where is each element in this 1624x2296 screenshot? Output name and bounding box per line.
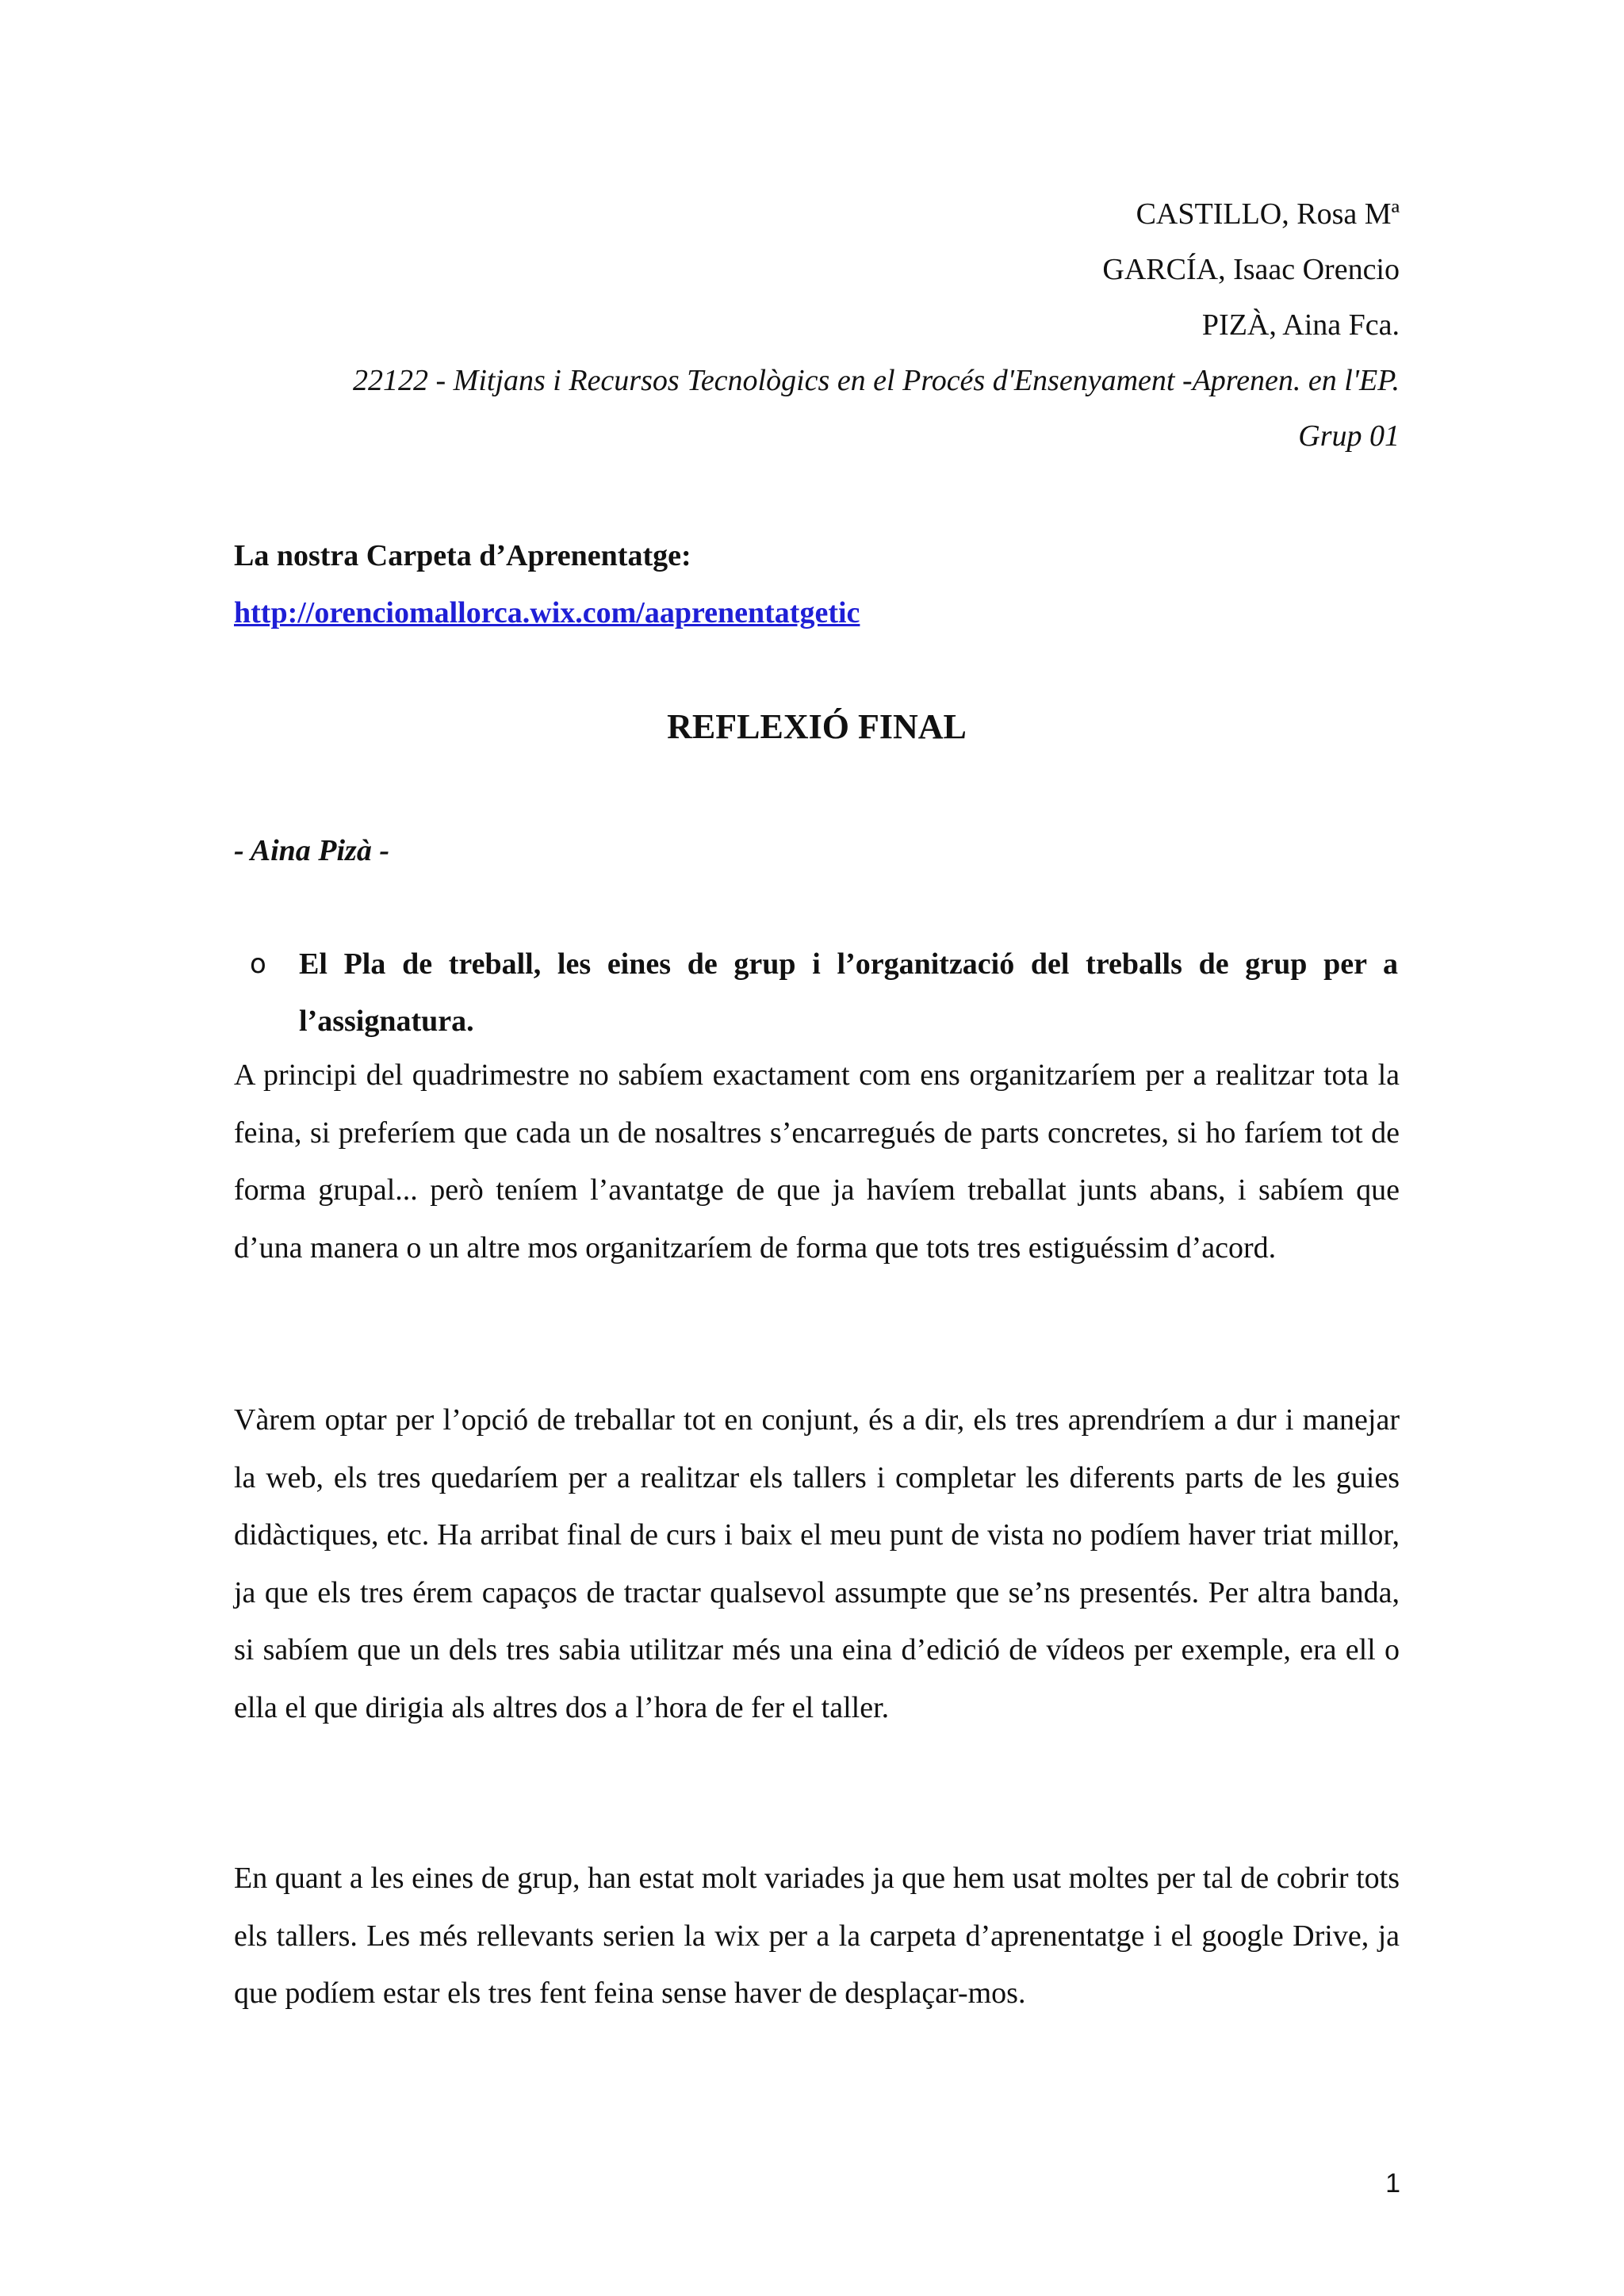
page-title: REFLEXIÓ FINAL bbox=[667, 707, 967, 746]
page-number: 1 bbox=[1385, 2168, 1400, 2198]
carpeta-link[interactable]: http://orenciomallorca.wix.com/aaprenentatgetic bbox=[234, 596, 860, 629]
author-line: PIZÀ, Aina Fca. bbox=[1201, 308, 1400, 342]
bullet-marker: o bbox=[250, 948, 266, 980]
header-block bbox=[234, 186, 1400, 464]
course-title: 22122 - Mitjans i Recursos Tecnològics en el Procés d'Ensenyament -Aprenen. en l'EP. bbox=[353, 364, 1400, 397]
paragraph: A principi del quadrimestre no sabíem exactament com ens organitzaríem per a realitzar tota la feina, si preferíem que cada un de nosaltres s’encarregués de parts concretes, si ho faríem tot de forma grupal... però teníem l’avantatge de que ja havíem treballat junts abans, i sabíem que d’una manera o un altre mos organitzaríem de forma que tots tres estiguéssim d’acord. bbox=[234, 1058, 1400, 1265]
author-line: CASTILLO, Rosa Mª bbox=[1136, 197, 1400, 231]
paragraph: En quant a les eines de grup, han estat molt variades ja que hem usat moltes per tal de cobrir tots els tallers. Les més rellevants serien la wix per a la carpeta d’aprenentatge i el google Drive, ja que podíem estar els tres fent feina sense haver de desplaçar-mos. bbox=[234, 1862, 1400, 2010]
carpeta-section bbox=[234, 527, 1400, 641]
section-author: - Aina Pizà - bbox=[234, 834, 389, 867]
paragraph: Vàrem optar per l’opció de treballar tot en conjunt, és a dir, els tres aprendríem a dur i manejar la web, els tres quedaríem per a realitzar els tallers i completar les diferents parts de les guies didàctiques, etc. Ha arribat final de curs i baix el meu punt de vista no podíem haver triat millor, ja que els tres érem capaços de tractar qualsevol assumpte que se’ns presentés. Per altra banda, si sabíem que un dels tres sabia utilitzar més una eina d’edició de vídeos per exemple, era ell o ella el que dirigia als altres dos a l’hora de fer el taller. bbox=[234, 1403, 1400, 1724]
carpeta-label: La nostra Carpeta d’Aprenentatge: bbox=[234, 539, 691, 572]
bullet-heading: El Pla de treball, les eines de grup i l’organització del treballs de grup per a l’assignatura. bbox=[299, 947, 1398, 1038]
group-label: Grup 01 bbox=[1298, 419, 1400, 453]
author-line: GARCÍA, Isaac Orencio bbox=[1102, 253, 1400, 286]
